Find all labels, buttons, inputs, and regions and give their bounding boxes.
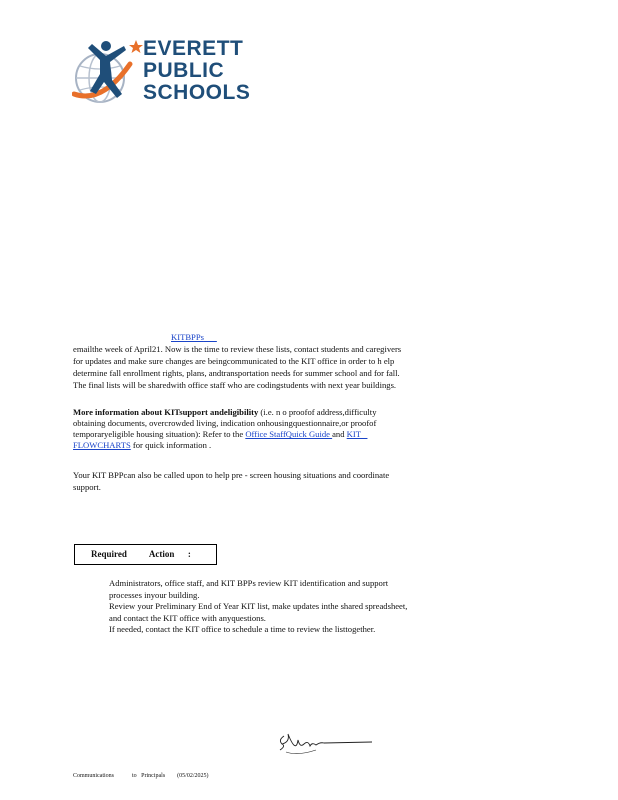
list-item: Administrators, office staff, and KIT BPPs review KIT identification and support processes inyour building. [109, 578, 389, 600]
logo-line-everett: EVERETT [143, 37, 244, 60]
paragraph-more-information: More information about KITsupport andeligibility (i.e. n o proofof address,difficulty obtaining documents, overcrowded living, indication onhousingquestionnaire,or proofof temporaryeligible housing situation): Refer to the Office StaffQuick Guide and KIT FLOWCHARTS for quick information . [73, 406, 543, 451]
required-action-box: Required Action : [74, 544, 217, 565]
list-item: If needed, contact the KIT office to schedule a time to review the listtogether. [109, 624, 376, 634]
paragraph-review-lists [73, 331, 543, 391]
more-information-heading: More information about KITsupport andeligibility [73, 407, 259, 417]
district-logo-text [143, 38, 250, 104]
signature-image [276, 730, 376, 756]
kit-flowcharts-link-part1[interactable]: KIT [346, 429, 361, 439]
action-list [90, 578, 560, 636]
paragraph-bpp-support [73, 469, 543, 493]
district-logo [72, 36, 252, 110]
paragraph-line: emailthe week of April21. Now is the time to review these lists, contact students and caregivers [73, 344, 402, 354]
logo-line-schools: SCHOOLS [143, 81, 251, 104]
kit-bpps-link[interactable]: KITBPPs [171, 332, 204, 342]
paragraph-line: support. [73, 482, 101, 492]
paragraph-line: (i.e. n o proofof address,difficulty [258, 407, 377, 417]
office-staff-quick-guide-link[interactable]: Office StaffQuick Guide [245, 429, 333, 439]
paragraph-line: determine fall enrollment rights, plans, andtransportation needs for summer school and for fall. [73, 368, 400, 378]
paragraph-line: obtaining documents, overcrowded living, indication onhousingquestionnaire,or proofof [73, 418, 377, 428]
paragraph-line: temporaryeligible housing situation): Refer to the [73, 429, 246, 439]
paragraph-line: for quick information . [130, 440, 212, 450]
paragraph-line: The final lists will be sharedwith office staff who are codingstudents with next year buildings. [73, 380, 397, 390]
paragraph-line: Your KIT BPPcan also be called upon to help pre - screen housing situations and coordinate [73, 470, 390, 480]
footer-text: Communications to Principals (05/02/2025) [73, 773, 209, 779]
list-item: Review your Preliminary End of Year KIT list, make updates inthe shared spreadsheet, and contact the KIT office with anyquestions. [109, 601, 408, 623]
paragraph-line: for updates and make sure changes are beingcommunicated to the KIT office in order to h elp [73, 356, 395, 366]
runner-globe-star-logo [72, 36, 144, 110]
kit-flowcharts-link-part2[interactable]: FLOWCHARTS [73, 440, 131, 450]
logo-line-public: PUBLIC [143, 59, 225, 82]
